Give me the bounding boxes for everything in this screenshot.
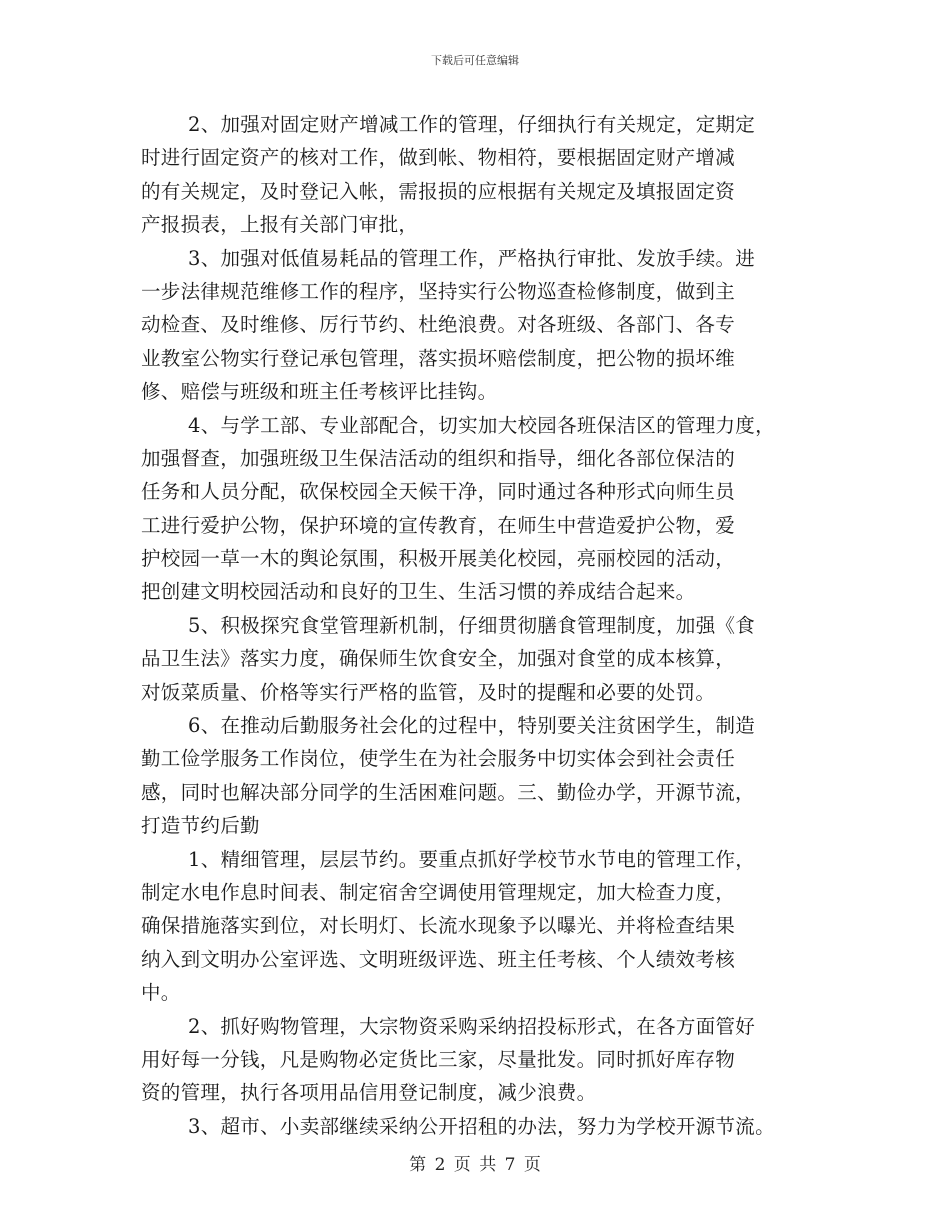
text-line: 中。 [141, 981, 181, 1005]
text-line: 纳入到文明办公室评选、文明班级评选、班主任考核、个人绩效考核 [141, 947, 736, 971]
text-line: 修、赔偿与班级和班主任考核评比挂钩。 [141, 380, 498, 404]
text-line: 把创建文明校园活动和良好的卫生、生活习惯的养成结合起来。 [141, 580, 696, 604]
text-line: 动检查、及时维修、厉行节约、杜绝浪费。对各班级、各部门、各专 [141, 313, 736, 337]
text-line: 用好每一分钱，凡是购物必定货比三家，尽量批发。同时抓好库存物 [141, 1047, 736, 1071]
text-line: 的有关规定，及时登记入帐，需报损的应根据有关规定及填报固定资 [141, 179, 736, 203]
text-line: 一步法律规范维修工作的程序，坚持实行公物巡查检修制度，做到主 [141, 279, 736, 303]
text-line: 业教室公物实行登记承包管理，落实损坏赔偿制度，把公物的损坏维 [141, 346, 736, 370]
text-line: 产报损表，上报有关部门审批， [141, 213, 419, 237]
text-line: 工进行爱护公物，保护环境的宣传教育，在师生中营造爱护公物，爱 [141, 513, 736, 537]
text-line: 勤工俭学服务工作岗位，使学生在为社会服务中切实体会到社会责任 [141, 747, 736, 771]
text-line: 2、加强对固定财产增减工作的管理，仔细执行有关规定，定期定 [188, 113, 756, 136]
page-footer: 第 2 页 共 7 页 [409, 1155, 541, 1175]
text-line: 资的管理，执行各项用品信用登记制度，减少浪费。 [141, 1081, 597, 1105]
text-line: 6、在推动后勤服务社会化的过程中，特别要关注贫困学生，制造 [188, 714, 756, 738]
text-line: 制定水电作息时间表、制定宿舍空调使用管理规定，加大检查力度， [141, 880, 736, 904]
text-line: 5、积极探究食堂管理新机制，仔细贯彻膳食管理制度，加强《食 [188, 613, 756, 637]
page-header: 下载后可任意编辑 [431, 54, 519, 67]
text-line: 2、抓好购物管理，大宗物资采购采纳招投标形式，在各方面管好 [188, 1014, 756, 1038]
text-line: 任务和人员分配，砍保校园全天候干净，同时通过各种形式向师生员 [141, 480, 736, 504]
text-line: 对饭菜质量、价格等实行严格的监管，及时的提醒和必要的处罚。 [141, 680, 716, 704]
document-body [141, 108, 821, 1143]
text-line: 4、与学工部、专业部配合，切实加大校园各班保洁区的管理力度， [188, 413, 775, 437]
text-line: 护校园一草一木的舆论氛围，积极开展美化校园，亮丽校园的活动， [141, 547, 736, 571]
text-line: 3、加强对低值易耗品的管理工作，严格执行审批、发放手续。进 [188, 246, 756, 270]
text-line: 1、精细管理，层层节约。要重点抓好学校节水节电的管理工作， [188, 847, 756, 871]
text-line: 打造节约后勤 [141, 814, 260, 838]
text-line: 感，同时也解决部分同学的生活困难问题。三、勤俭办学，开源节流， [141, 780, 755, 804]
text-line: 确保措施落实到位，对长明灯、长流水现象予以曝光、并将检查结果 [141, 914, 736, 938]
text-line: 时进行固定资产的核对工作，做到帐、物相符，要根据固定财产增减 [141, 146, 736, 170]
text-line: 加强督查，加强班级卫生保洁活动的组织和指导，细化各部位保洁的 [141, 446, 736, 470]
text-line: 品卫生法》落实力度，确保师生饮食安全，加强对食堂的成本核算， [141, 647, 736, 671]
text-line: 3、超市、小卖部继续采纳公开招租的办法，努力为学校开源节流。 [188, 1114, 775, 1138]
